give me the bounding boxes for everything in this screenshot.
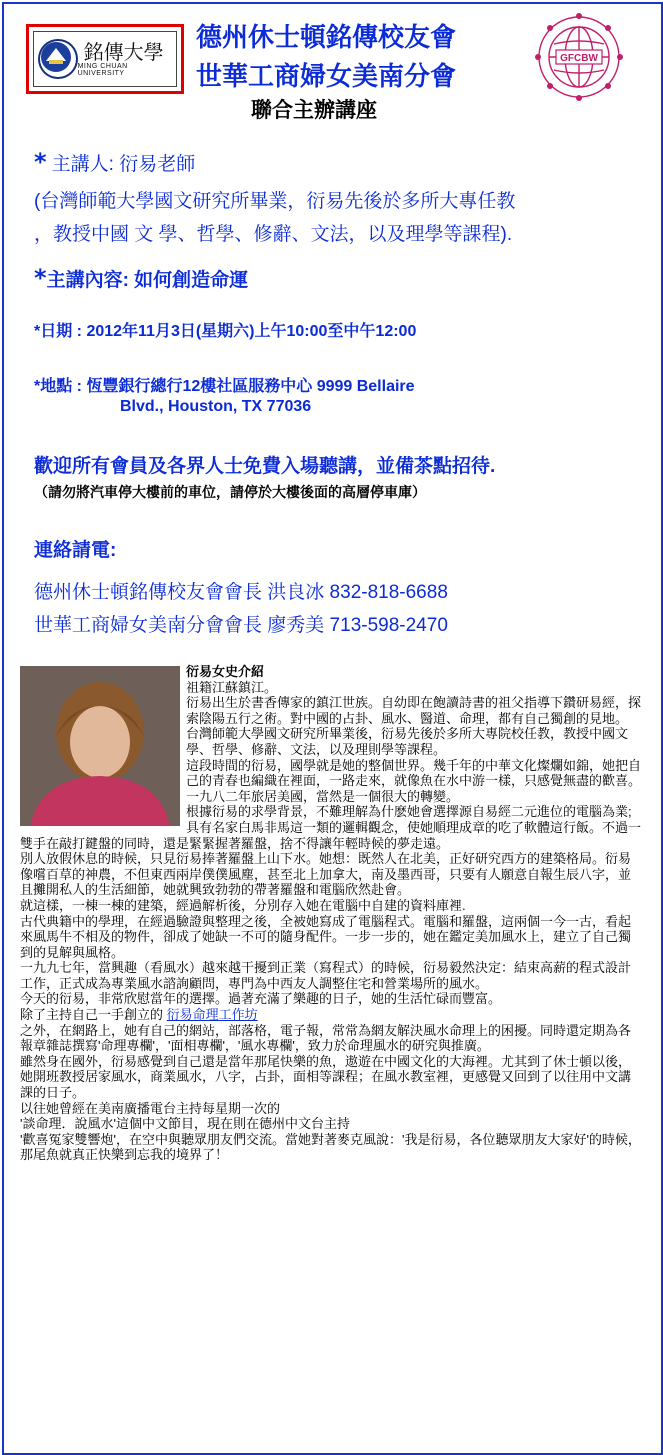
logo-text: 銘傳大學	[83, 40, 164, 64]
location-line-2: Blvd., Houston, TX 77036	[120, 398, 312, 415]
title-line-1: 德州休士頓銘傳校友會	[196, 23, 457, 53]
bio-paragraph: 今天的衍易，非常欣慰當年的選擇。過著充滿了樂趣的日子，她的生活忙碌而豐富。	[20, 991, 502, 1007]
bio-paragraph-with-link: 除了主持自己一手創立的 衍易命理工作坊	[20, 1007, 258, 1023]
bio-paragraph: 一九八二年旅居美國，當然是一個很大的轉變。	[186, 788, 460, 804]
gfcbw-seal-icon	[534, 12, 624, 102]
contact-line-1: 德州休士頓銘傳校友會會長 洪良冰 832-818-6688	[34, 582, 448, 603]
bio-paragraph: 就這樣，一棟一棟的建築，經過解析後，分別存入她在電腦中自建的資料庫裡.	[20, 897, 466, 913]
bio-paragraph: 祖籍江蘇鎮江。	[186, 679, 278, 695]
parking-note: （請勿將汽車停大樓前的車位，請停於大樓後面的高層停車庫）	[34, 484, 426, 500]
bio-paragraph: 一九九七年，當興趣（看風水）越來越干擾到正業（寫程式）的時候，衍易毅然決定：結束高薪的程式設計工作，正式成為專業風水諮詢顧問，專門為中西友人調整住宅和營業場所的風水。	[20, 960, 632, 991]
welcome-line: 歡迎所有會員及各界人士免費入場聽講，並備茶點招待.	[34, 456, 496, 477]
bio-paragraph: 具有名家白馬非馬這一類的邏輯觀念，使她順理成章的吃了軟體這行飯。不過一雙手在敲打鍵盤的同時，還是緊緊握著羅盤，捨不得讓年輕時候的夢走遠。	[20, 819, 642, 851]
bio-section	[20, 664, 642, 1163]
speaker-line: * 主講人: 衍易老師	[34, 148, 196, 176]
title-line-2: 世華工商婦女美南分會	[196, 62, 457, 92]
bio-paragraph: '歡喜冤家雙響炮'，在空中與聽眾朋友們交流。當她對著麥克風說：'我是衍易，各位聽眾朋友大家好'的時候，那尾魚就真正快樂到忘我的境界了！	[20, 1131, 641, 1163]
speaker-bio-line-2: ，教授中國 文 學、哲學、修辭、文法，以及理學等課程).	[34, 224, 513, 245]
bullet-star-icon: *	[34, 148, 47, 176]
contact-heading: 連絡請電:	[34, 540, 117, 561]
location-line-1: *地點 : 恆豐銀行總行12樓社區服務中心 9999 Bellaire	[34, 378, 415, 395]
topic-line: *主講內容: 如何創造命運	[34, 264, 249, 292]
bullet-star-icon: *	[34, 264, 47, 292]
bio-paragraph: 根據衍易的求學背景，不難理解為什麽她會選擇源自易經二元進位的電腦為業;	[186, 804, 632, 820]
title-line-3: 聯合主辦講座	[251, 97, 377, 122]
speaker-bio-line-1: (台灣師範大學國文研究所畢業，衍易先後於多所大專任教	[34, 191, 516, 212]
ming-chuan-logo	[26, 24, 184, 94]
university-seal-icon	[38, 39, 78, 79]
bio-paragraph: 這段時間的衍易，國學就是她的整個世界。幾千年的中華文化燦爛如錦，她把自己的青春也編織在裡面，一路走來，就像魚在水中游一樣，只感覺無盡的歡喜。	[186, 757, 642, 789]
workshop-link[interactable]: 衍易命理工作坊	[166, 1007, 258, 1023]
bio-heading: 衍易女史介紹	[186, 664, 265, 679]
bio-paragraph: 古代典籍中的學理，在經過驗證與整理之後，全被她寫成了電腦程式。電腦和羅盤，這兩個一今一古，看起來風馬牛不相及的物件，卻成了她缺一不可的隨身配件。一步一步的，她在鑑定美加風水上，建立了自己獨到的見解與風格。	[20, 913, 632, 960]
seal-text: GFCBW	[560, 53, 598, 64]
bio-paragraph: 雖然身在國外，衍易感覺到自己還是當年那尾快樂的魚，遨遊在中國文化的大海裡。尤其到了休士頓以後，她開班教授居家風水，商業風水，八字，占卦，面相等課程；在風水教室裡，更感覺又回到了以往用中文講課的日子。	[20, 1053, 632, 1101]
logo-subtitle: MING CHUAN UNIVERSITY	[77, 63, 128, 77]
bio-paragraph: 以往她曾經在美南廣播電台主持每星期一次的	[20, 1100, 281, 1116]
bio-paragraph: 台灣師範大學國文研究所畢業後，衍易先後於多所大專院校任教，教授中國文學、哲學、修辭、文法，以及理則學等課程。	[186, 726, 629, 757]
photo-spacer	[20, 664, 186, 830]
date-line: *日期 : 2012年11月3日(星期六)上午10:00至中午12:00	[34, 323, 417, 340]
bio-paragraph: 別人放假休息的時候，只見衍易捧著羅盤上山下水。她想：既然人在北美，正好研究西方的建築格局。衍易像嚐百草的神農，不但東西兩岸僕僕風塵，甚至北上加拿大，南及墨西哥，只要有人願意自報生辰八字，並且攤開私人的生活細節，她就興致勃勃的帶著羅盤和電腦欣然赴會。	[20, 851, 632, 898]
bio-paragraph: 衍易出生於書香傳家的鎮江世族。自幼即在飽讀詩書的祖父指導下鑽研易經，探索陰陽五行之術。對中國的占卦、風水、醫道、命理，都有自己獨創的見地。	[186, 695, 642, 726]
contact-line-2: 世華工商婦女美南分會會長 廖秀美 713-598-2470	[34, 615, 448, 636]
bio-paragraph: 之外，在網路上，她有自己的網站，部落格，電子報，常常為網友解決風水命理上的困擾。同時還定期為各報章雜誌撰寫'命理專欄'，'面相專欄'，'風水專欄'，致力於命理風水的研究與推廣。	[20, 1022, 632, 1054]
bio-paragraph: '談命理．說風水'這個中文節目，現在則在德州中文台主持	[20, 1116, 350, 1132]
